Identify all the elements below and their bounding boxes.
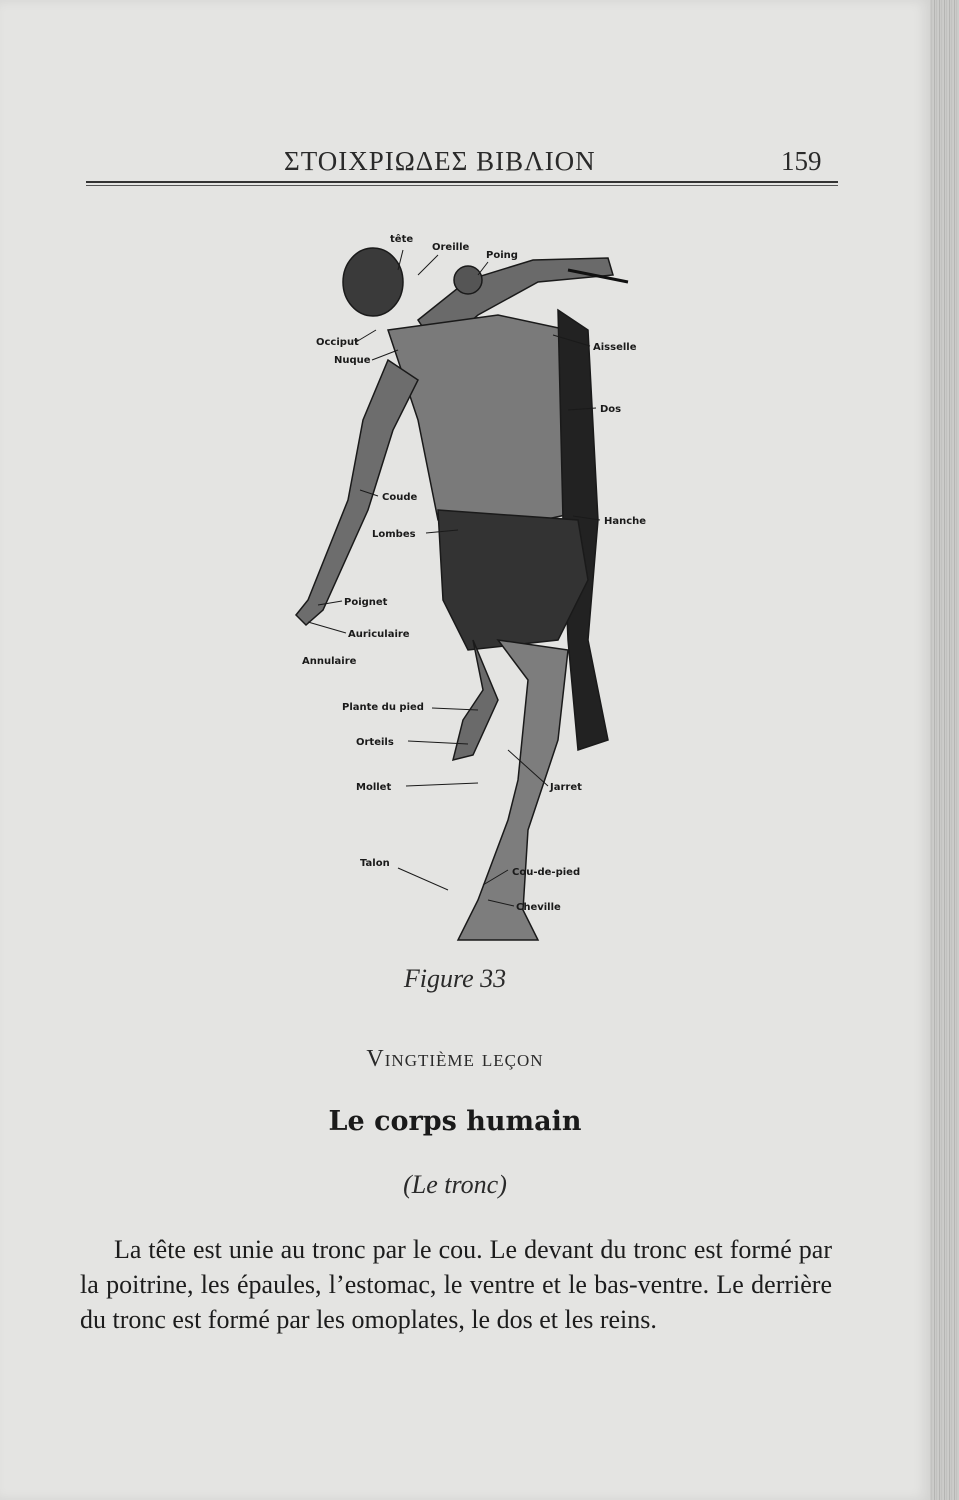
label-hanche: Hanche [604,516,647,527]
label-orteils: Orteils [356,737,394,748]
label-jarret: Jarret [550,782,582,793]
label-cheville: Cheville [516,902,561,913]
anatomy-illustration [268,220,688,960]
label-tete: tête [390,234,414,245]
label-plante: Plante du pied [342,702,424,713]
figure-caption: Figure 33 [403,964,507,993]
lesson-title: Le corps humain [328,1106,582,1137]
label-coude: Coude [382,492,418,503]
label-oreille: Oreille [432,242,470,253]
label-talon: Talon [360,858,390,869]
label-mollet: Mollet [356,782,392,793]
lesson-heading: Vingtième leçon [366,1046,544,1072]
page-number: 159 [781,146,822,176]
label-poignet: Poignet [344,597,388,608]
label-annulaire: Annulaire [302,656,357,667]
figure-drawing [268,220,688,960]
label-auriculaire: Auriculaire [348,629,410,640]
lesson-body [80,1232,832,1337]
label-aisselle: Aisselle [593,342,637,353]
label-lombes: Lombes [372,529,416,540]
label-nuque: Nuque [334,355,371,366]
label-poing: Poing [486,250,518,261]
header-rule [86,181,838,186]
label-occiput: Occiput [316,337,359,348]
page-edge [930,0,959,1500]
lesson-paragraph: La tête est unie au tronc par le cou. Le devant du tronc est formé par la poitrine, les épaules, l’estomac, le ventre et le bas-ventre. Le derrière du tronc est formé par les omoplates, le dos et les reins. [80,1235,832,1334]
figure-head [343,248,403,316]
running-title: ΣΤΟΙΧΡΙΩΔΕΣ ΒΙΒΛΙΟΝ [284,146,596,176]
running-head [0,146,930,186]
label-dos: Dos [600,404,622,415]
lesson-subtitle: (Le tronc) [403,1170,507,1199]
label-cou-de-pied: Cou-de-pied [512,867,581,878]
